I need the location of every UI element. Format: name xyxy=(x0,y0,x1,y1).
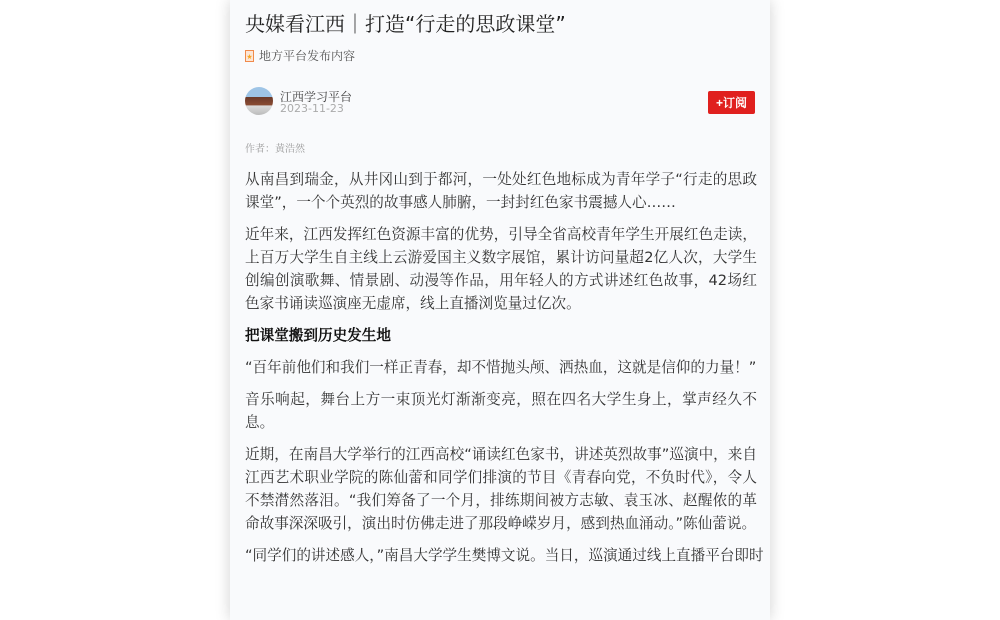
paragraph: “百年前他们和我们一样正青春，却不惜抛头颅、洒热血，这就是信仰的力量！” xyxy=(245,359,757,376)
publish-date: 2023-11-23 xyxy=(280,102,344,115)
section-heading: 把课堂搬到历史发生地 xyxy=(245,327,391,344)
paragraph: “同学们的讲述感人，”南昌大学学生樊博文说。当日，巡演通过线上直播平台即时 xyxy=(245,547,764,564)
byline: 作者：黄浩然 xyxy=(245,144,305,155)
source-label: 地方平台发布内容 xyxy=(259,49,356,63)
article-title: 央媒看江西｜打造“行走的思政课堂” xyxy=(245,12,566,36)
paragraph: 近期，在南昌大学举行的江西高校“诵读红色家书，讲述英烈故事”巡演中，来自江西艺术职业学院的陈仙蕾和同学们排演的节目《青春向党，不负时代》，令人不禁潸然落泪。“我们筹备了一个月，排练期间被方志敏、袁玉冰、赵醒侬的革命故事深深吸引，演出时仿佛走进了那段峥嵘岁月，感到热血涌动。”陈仙蕾说。 xyxy=(245,446,757,532)
article-body xyxy=(230,0,770,567)
paragraph: 从南昌到瑞金，从井冈山到于都河，一处处红色地标成为青年学子“行走的思政课堂”，一个个英烈的故事感人肺腑，一封封红色家书震撼人心…… xyxy=(245,171,757,211)
publisher-name[interactable]: 江西学习平台 xyxy=(280,90,353,104)
badge-icon: ★ xyxy=(245,50,254,62)
paragraph: 音乐响起，舞台上方一束顶光灯渐渐变亮，照在四名大学生身上，掌声经久不息。 xyxy=(245,391,757,431)
paragraph: 近年来，江西发挥红色资源丰富的优势，引导全省高校青年学生开展红色走读，上百万大学生自主线上云游爱国主义数字展馆，累计访问量超2亿人次，大学生创编创演歌舞、情景剧、动漫等作品，用年轻人的方式讲述红色故事，42场红色家书诵读巡演座无虚席，线上直播浏览量过亿次。 xyxy=(245,226,757,312)
article-panel xyxy=(230,0,770,620)
subscribe-button[interactable]: +订阅 xyxy=(708,91,755,114)
